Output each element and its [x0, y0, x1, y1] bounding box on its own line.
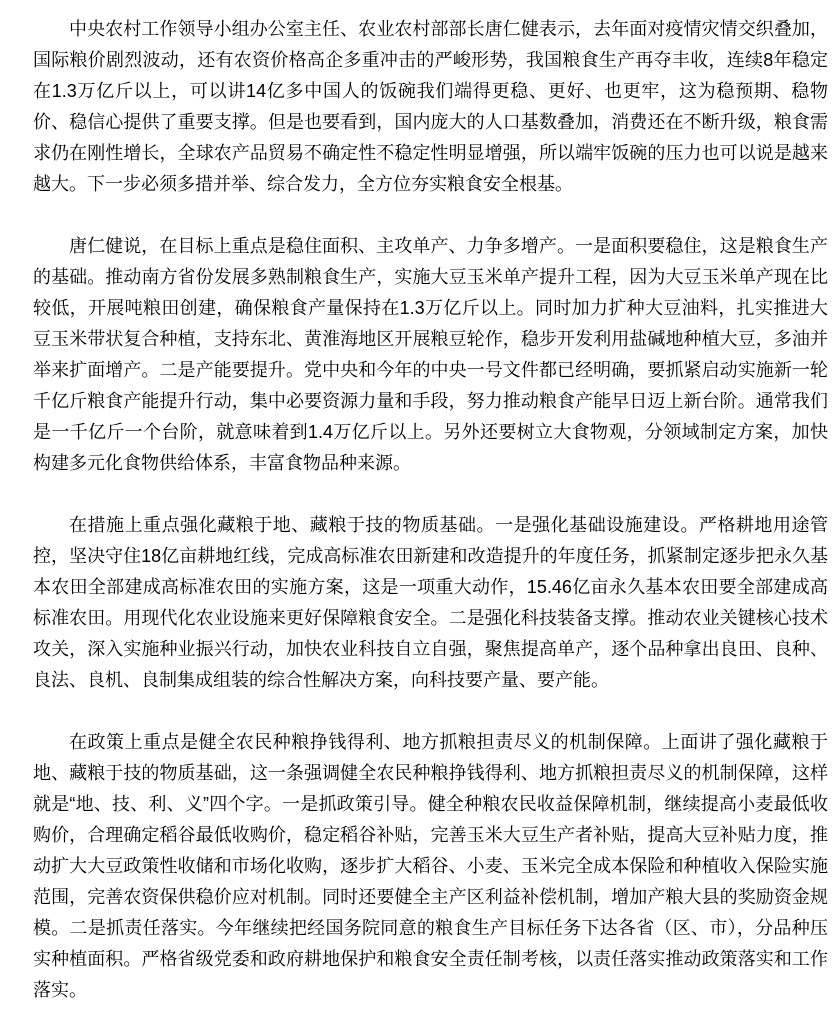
paragraph-targets: 唐仁健说，在目标上重点是稳住面积、主攻单产、力争多增产。一是面积要稳住，这是粮食生产的基础。推动南方省份发展多熟制粮食生产，实施大豆玉米单产提升工程，因为大豆玉米单产现在比较低，开展吨粮田创建，确保粮食产量保持在1.3万亿斤以上。同时加力扩种大豆油料，扎实推进大豆玉米带状复合种植，支持东北、黄淮海地区开展粮豆轮作，稳步开发利用盐碱地种植大豆，多油并举来扩面增产。二是产能要提升。党中央和今年的中央一号文件都已经明确，要抓紧启动实施新一轮千亿斤粮食产能提升行动，集中必要资源力量和手段，努力推动粮食产能早日迈上新台阶。通常我们是一千亿斤一个台阶，就意味着到1.4万亿斤以上。另外还要树立大食物观，分领域制定方案，加快构建多元化食物供给体系，丰富食物品种来源。	[33, 236, 828, 473]
paragraph-intro: 中央农村工作领导小组办公室主任、农业农村部部长唐仁健表示，去年面对疫情灾情交织叠加，国际粮价剧烈波动，还有农资价格高企多重冲击的严峻形势，我国粮食生产再夺丰收，连续8年稳定在1.3万亿斤以上，可以讲14亿多中国人的饭碗我们端得更稳、更好、也更牢，这为稳预期、稳物价、稳信心提供了重要支撑。但是也要看到，国内庞大的人口基数叠加，消费还在不断升级，粮食需求仍在刚性增长，全球农产品贸易不确定性不稳定性明显增强，所以端牢饭碗的压力也可以说是越来越大。下一步必须多措并举、综合发力，全方位夯实粮食安全根基。	[33, 19, 828, 194]
paragraph-measures: 在措施上重点强化藏粮于地、藏粮于技的物质基础。一是强化基础设施建设。严格耕地用途管控，坚决守住18亿亩耕地红线，完成高标准农田新建和改造提升的年度任务，抓紧制定逐步把永久基本农田全部建成高标准农田的实施方案，这是一项重大动作，15.46亿亩永久基本农田要全部建成高标准农田。用现代化农业设施来更好保障粮食安全。二是强化科技装备支撑。推动农业关键核心技术攻关，深入实施种业振兴行动，加快农业科技自立自强，聚焦提高单产，逐个品种拿出良田、良种、良法、良机、良制集成组装的综合性解决方案，向科技要产量、要产能。	[33, 515, 828, 690]
paragraph-policy: 在政策上重点是健全农民种粮挣钱得利、地方抓粮担责尽义的机制保障。上面讲了强化藏粮于地、藏粮于技的物质基础，这一条强调健全农民种粮挣钱得利、地方抓粮担责尽义的机制保障，这样就是“地、技、利、义”四个字。一是抓政策引导。健全种粮农民收益保障机制，继续提高小麦最低收购价，合理确定稻谷最低收购价，稳定稻谷补贴，完善玉米大豆生产者补贴，提高大豆补贴力度，推动扩大大豆政策性收储和市场化收购，逐步扩大稻谷、小麦、玉米完全成本保险和种植收入保险实施范围，完善农资保供稳价应对机制。同时还要健全主产区利益补偿机制，增加产粮大县的奖励资金规模。二是抓责任落实。今年继续把经国务院同意的粮食生产目标任务下达各省（区、市），分品种压实种植面积。严格省级党委和政府耕地保护和粮食安全责任制考核，以责任落实推动政策落实和工作落实。	[33, 732, 828, 1000]
